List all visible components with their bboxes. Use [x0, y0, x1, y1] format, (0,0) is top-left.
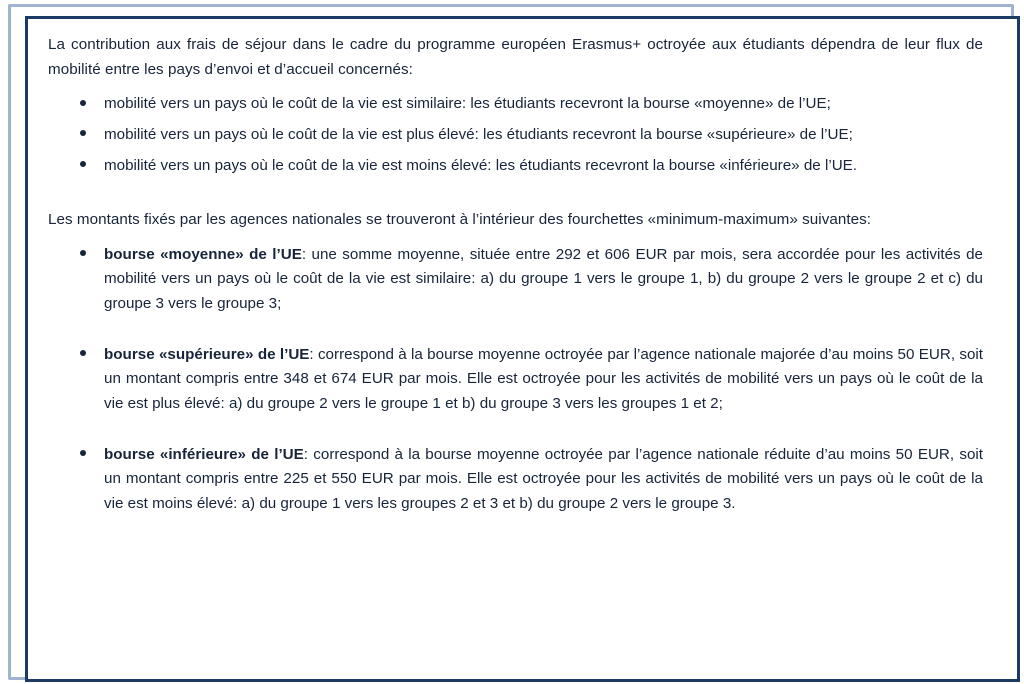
grant-text: : correspond à la bourse moyenne octroyée par l’agence nationale réduite d’au moins 50 EUR, soit un montant compris entre 225 et 550 EUR par mois. Elle est octroyée pour les activités de mobilité vers un pays où le coût de la vie est moins élevé: a) du groupe 1 vers les groupes 2 et 3 et b) du groupe 2 vers le groupe 3.: [104, 445, 983, 512]
list-item: [48, 92, 983, 117]
inner-frame-border: [25, 16, 1020, 682]
list-item-text: mobilité vers un pays où le coût de la vie est similaire: les étudiants recevront la bourse «moyenne» de l’UE;: [104, 95, 831, 113]
list-item: [48, 443, 983, 517]
list-item: [48, 243, 983, 317]
bullet-icon: [80, 130, 86, 136]
grant-label: bourse «supérieure» de l’UE: [104, 345, 310, 363]
list-item: [48, 154, 983, 179]
grant-label: bourse «moyenne» de l’UE: [104, 245, 302, 263]
bullet-icon: [80, 450, 86, 456]
intro-paragraph-1: La contribution aux frais de séjour dans le cadre du programme européen Erasmus+ octroyée aux étudiants dépendra de leur flux de mobilité entre les pays d’envoi et d’accueil concernés:: [48, 36, 983, 78]
bullet-icon: [80, 161, 86, 167]
grant-label: bourse «inférieure» de l’UE: [104, 445, 304, 463]
grant-text: : une somme moyenne, située entre 292 et 606 EUR par mois, sera accordée pour les activités de mobilité vers un pays où le coût de la vie est similaire: a) du groupe 1 vers le groupe 1, b) du groupe 2 vers le groupe 2 et c) du groupe 3 vers le groupe 3;: [104, 245, 983, 312]
outer-frame-border: [8, 4, 1014, 680]
document-content: [28, 19, 1017, 679]
list-item-text: mobilité vers un pays où le coût de la vie est moins élevé: les étudiants recevront la bourse «inférieure» de l’UE.: [104, 156, 858, 174]
bullet-icon: [80, 350, 86, 356]
mobility-flow-list: [48, 92, 983, 178]
bullet-icon: [80, 100, 86, 106]
intro-paragraph-2: Les montants fixés par les agences nationales se trouveront à l’intérieur des fourchettes «minimum-maximum» suivantes:: [48, 211, 872, 229]
list-item-text: mobilité vers un pays où le coût de la vie est plus élevé: les étudiants recevront la bourse «supérieure» de l’UE;: [104, 125, 853, 143]
grant-amounts-list: [48, 243, 983, 517]
bullet-icon: [80, 250, 86, 256]
list-item: [48, 123, 983, 148]
grant-text: : correspond à la bourse moyenne octroyée par l’agence nationale majorée d’au moins 50 EUR, soit un montant compris entre 348 et 674 EUR par mois. Elle est octroyée pour les activités de mobilité vers un pays où le coût de la vie est plus élevé: a) du groupe 2 vers le groupe 1 et b) du groupe 3 vers les groupes 1 et 2;: [104, 345, 983, 412]
list-item: [48, 343, 983, 417]
